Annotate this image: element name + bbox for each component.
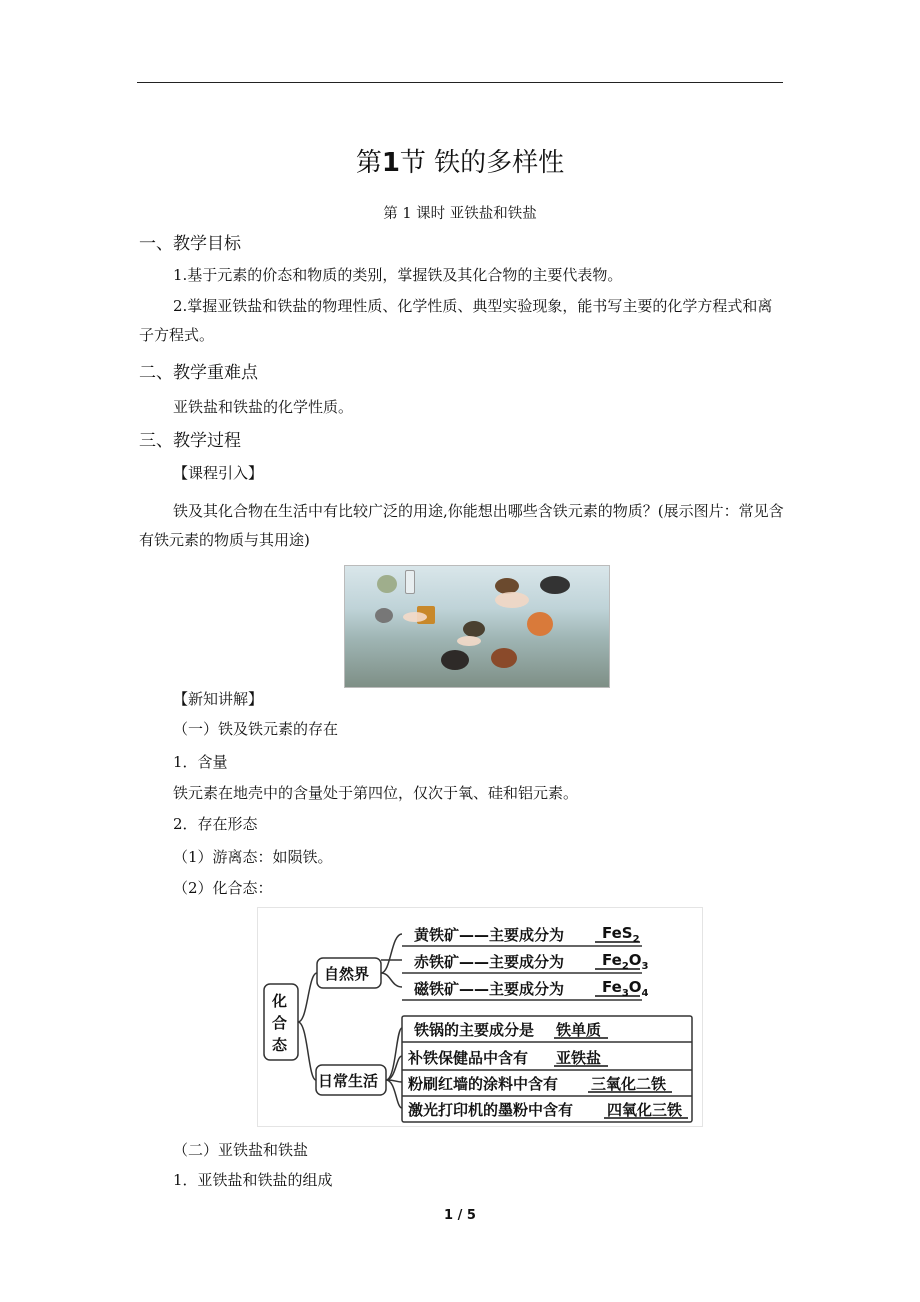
iron-substances-image	[344, 565, 610, 688]
combined-state-text: （2）化合态：	[173, 879, 273, 897]
root-char-3: 态	[272, 1036, 288, 1054]
life-item-label: 粉刷红墙的涂料中含有	[408, 1075, 559, 1093]
life-item-label: 激光打印机的墨粉中含有	[408, 1101, 574, 1119]
page-title: 第1节 铁的多样性	[355, 148, 565, 178]
root-char-1: 化	[272, 992, 288, 1010]
section-heading-goals: 一、教学目标	[139, 234, 241, 254]
section-heading-keypoints: 二、教学重难点	[139, 363, 258, 383]
root-char-2: 合	[272, 1014, 288, 1032]
page-number: 1 / 5	[444, 1208, 476, 1223]
mineral-label: 黄铁矿——主要成分为	[414, 926, 565, 944]
mineral-label: 磁铁矿——主要成分为	[414, 980, 565, 998]
intro-label: 【课程引入】	[173, 464, 264, 482]
free-state-text: （1）游离态：如陨铁。	[173, 848, 333, 866]
composition-heading: 1．亚铁盐和铁盐的组成	[173, 1171, 333, 1189]
mineral-formula: $Fe_2O_3$	[602, 951, 649, 972]
life-item-answer: 三氧化二铁	[591, 1075, 667, 1093]
keypoints-text: 亚铁盐和铁盐的化学性质。	[173, 398, 354, 416]
life-item-answer: 铁单质	[556, 1021, 602, 1039]
branch-daily-life: 日常生活	[318, 1072, 379, 1090]
content-heading: 1．含量	[173, 753, 228, 771]
intro-text: 铁及其化合物在生活中有比较广泛的用途,你能想出哪些含铁元素的物质？(展示图片：常见含有铁元素的物质与其用途)	[139, 502, 784, 549]
form-heading: 2．存在形态	[173, 815, 258, 833]
life-item-answer: 亚铁盐	[556, 1049, 602, 1067]
life-item-label: 补铁保健品中含有	[408, 1049, 529, 1067]
branch-nature: 自然界	[324, 965, 370, 983]
goal-item-1: 1.基于元素的价态和物质的类别，掌握铁及其化合物的主要代表物。	[173, 266, 623, 284]
life-item-label: 铁锅的主要成分是	[414, 1021, 535, 1039]
lesson-subtitle: 第 1 课时 亚铁盐和铁盐	[383, 206, 537, 222]
header-rule	[137, 82, 783, 83]
mineral-formula: FeS$_2$	[602, 924, 640, 945]
combined-state-diagram	[257, 907, 703, 1127]
subsection-1: （一）铁及铁元素的存在	[173, 720, 339, 738]
mineral-formula: $Fe_3O_4$	[602, 978, 649, 999]
mineral-label: 赤铁矿——主要成分为	[414, 953, 565, 971]
subsection-2: （二）亚铁盐和铁盐	[173, 1141, 309, 1159]
new-knowledge-label: 【新知讲解】	[173, 690, 264, 708]
life-item-answer: 四氧化三铁	[607, 1101, 683, 1119]
goal-item-2: 2.掌握亚铁盐和铁盐的物理性质、化学性质、典型实验现象，能书写主要的化学方程式和离子方程式。	[139, 297, 773, 344]
content-text: 铁元素在地壳中的含量处于第四位，仅次于氧、硅和铝元素。	[173, 784, 579, 802]
section-heading-process: 三、教学过程	[139, 431, 241, 451]
